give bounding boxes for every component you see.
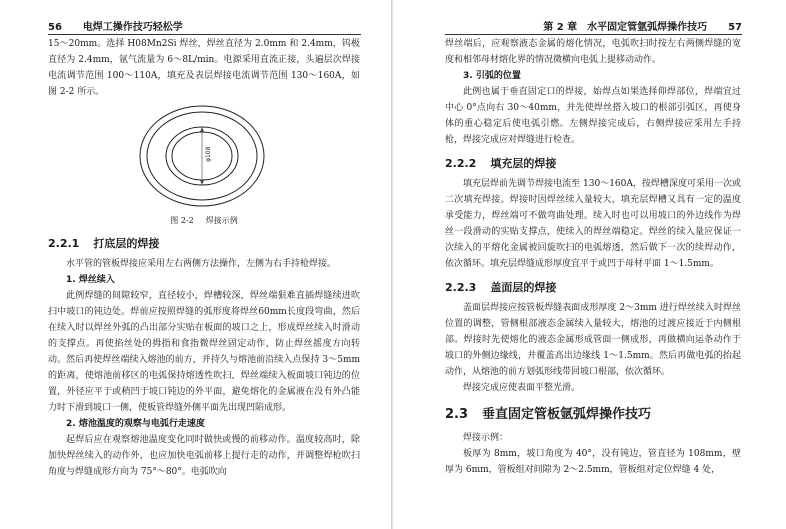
continued-text: 焊丝端后，应观察液态金属的熔化情况，电弧吹扫时按左右两侧焊缝的宽度和相邻母材熔化界的情况微横向电弧上提移动动作。 (445, 39, 741, 65)
subsection-1-heading (48, 272, 360, 288)
figure-caption-text: 焊接示例 (205, 216, 238, 225)
left-running-title: 电焊工操作技巧轻松学 (82, 22, 183, 33)
right-page-number: 57 (728, 22, 742, 33)
subsection-1-title: 焊丝续入 (78, 275, 115, 285)
section-2-2-1-heading (48, 236, 360, 252)
example-label: 焊接示例： (463, 433, 509, 443)
right-column (445, 36, 741, 478)
section-2-2-1-number: 2.2.1 (48, 237, 80, 250)
section-2-2-2-number: 2.2.2 (445, 157, 477, 170)
subsection-1-number: 1. (66, 275, 76, 285)
example-text: 板厚为 8mm，坡口角度为 40°，没有钝边，管直径为 108mm，壁厚为 6mm，管板组对间隙为 2～2.5mm，管板组对定位焊缝 4 处， (445, 449, 741, 475)
section-2-2-3-text: 盖面层焊接应按管板焊缝表面成形厚度 2～3mm 进行焊丝续入时焊丝位置的调整，管侧根部液态金属续入量较大，熔池的过渡应接近于内侧根部。焊接时先使熔化的液态金属形成管面一侧成形，再做横向运条动作于坡口的外侧边缘线，并覆盖高出边缘线 1～1.5mm。然后再做电弧的抬起动作，从熔池的前方划弧形线带回坡口根部，依次循环。 (445, 303, 741, 377)
subsection-1-text: 此例焊缝的间隙较窄，直径较小，焊槽较深，焊丝端狠难直插焊缝续进吹扫中坡口的钝边处。焊前应按照焊缝的弧形度将焊丝60mm长度段弯曲，然后在续入时以焊丝外弧的凸出部分实贴在板面的坡口之上，形成焊丝续入时滑动的支撑点。再使掐丝处的拇指和食指微焊丝固定动作，防止焊丝摇度方向转动。然后再使焊丝端续入熔池的前方，并持久与熔池前沿续入点保持 3～5mm 的距离，使熔池前移区的电弧保持熔透性吹扫，焊丝端续入板面坡口钝边的位置，外径应平于或稍凹于坡口钝边的外平面，避免熔化的金属液在没有外凸能力时下滑到坡口一侧，使板管焊缝外侧平面先出现凹陷成形。 (48, 291, 360, 413)
section-2-3-number: 2.3 (445, 407, 469, 422)
pipe-diameter-label: φ108 (205, 146, 212, 162)
section-2-2-2-heading (445, 156, 741, 172)
subsection-2-text: 起焊后应在观察熔池温度变化同时做快或慢的前移动作。温度较高时，除加快焊丝续入的动作外，也应加快电弧前移上提行走的动作，并调整焊枪吹扫角度与焊缝成形方向为 75°～80°。电弧吹向 (48, 435, 360, 477)
subsection-2-heading (48, 416, 360, 432)
left-page-header (48, 16, 361, 35)
figure-2-2 (48, 102, 360, 214)
intro-paragraph: 15～20mm。选择 H08Mn2Si 焊丝，焊丝直径为 2.0mm 和 2.4mm，钨极直径为 2.4mm，氩气流量为 6～8L/min。电源采用直流正接，头遍层次焊接电流调节范围 100～110A，填充及表层焊接电流调节范围 130～160A，如图 2-2 所示。 (48, 39, 360, 97)
section-2-2-2-text: 填充层焊前先调节焊接电流至 130～160A，按焊槽深度可采用一次或二次填充焊接。焊接时因焊丝续入量较大，填充层焊槽又具有一定的温度承受能力，焊丝端可不做弯曲处理。续入时也可以用坡口的外边线作为焊丝一段滑动的实贴支撑点，使续入的焊丝端稳定。焊丝的续入量应保证一次续入的平熔化金属被回旋吹扫的电弧熔透，然后做下一次的续焊动作，依次循环。填充层焊缝成形厚度宜平于或凹于母材平面 1～1.5mm。 (445, 179, 741, 269)
section-2-2-1-intro: 水平管的管板焊接应采用左右两侧方法操作，左侧为右手持枪焊接。 (66, 259, 337, 269)
subsection-3-text: 此例也属于垂直固定口的焊接，始焊点如果选择仰焊部位，焊端宜过中心 0°点向右 30～40mm，并先使焊丝搭入坡口的根部引弧区，再使身体的重心稳定后使电弧引燃。左侧焊接完成后，右侧焊接应采用左手持枪，焊接完成应对焊缝进行检查。 (445, 87, 741, 145)
subsection-3-heading (445, 68, 741, 84)
subsection-3-title: 引弧的位置 (475, 71, 521, 81)
section-2-2-3-closing: 焊接完成应使表面平整光滑。 (463, 383, 581, 393)
section-2-2-2-title: 填充层的焊接 (490, 157, 557, 170)
section-2-2-1-title: 打底层的焊接 (93, 237, 160, 250)
subsection-2-title: 熔池温度的观察与电弧行走速度 (78, 419, 205, 429)
subsection-3-number: 3. (463, 71, 473, 81)
section-2-2-3-heading (445, 280, 741, 296)
subsection-2-number: 2. (66, 419, 76, 429)
right-page (393, 0, 786, 529)
figure-number: 图 2-2 (170, 216, 194, 225)
section-2-3-heading (445, 406, 741, 424)
concentric-pipe-diagram (132, 102, 282, 214)
left-page-number: 56 (48, 22, 62, 33)
right-page-header (445, 16, 742, 35)
right-running-title: 第 2 章 水平固定管氩弧焊操作技巧 (543, 22, 708, 33)
figure-caption (48, 214, 360, 228)
section-2-2-3-title: 盖面层的焊接 (490, 281, 557, 294)
left-column (48, 36, 360, 480)
section-2-3-title: 垂直固定管板氩弧焊操作技巧 (482, 407, 652, 422)
section-2-2-3-number: 2.2.3 (445, 281, 477, 294)
